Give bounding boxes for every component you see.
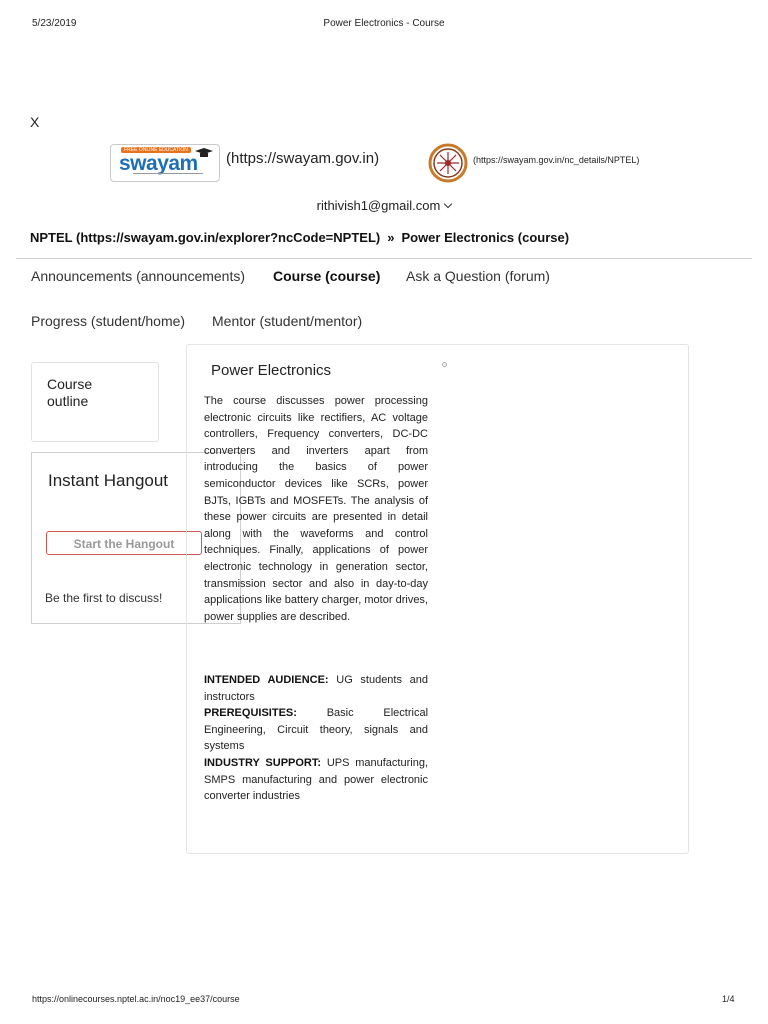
intended-audience [204, 672, 428, 705]
prerequisites-value: Basic Electrical Engineering, Circuit theory, signals and systems [204, 707, 429, 753]
tab-mentor[interactable]: Mentor (student/mentor) [212, 313, 363, 329]
print-date: 5/23/2019 [32, 18, 77, 29]
print-footer-url: https://onlinecourses.nptel.ac.in/noc19_ee37/course [32, 994, 240, 1004]
hangout-note: Be the first to discuss! [45, 591, 163, 605]
breadcrumb-current: Power Electronics (course) [401, 230, 570, 245]
print-page-number: 1/4 [722, 994, 735, 1004]
nptel-link[interactable]: (https://swayam.gov.in/nc_details/NPTEL) [473, 155, 640, 165]
breadcrumb-root[interactable]: NPTEL (https://swayam.gov.in/explorer?ncCode=NPTEL) [30, 230, 381, 245]
swayam-link[interactable]: (https://swayam.gov.in) [226, 150, 380, 167]
industry-support-label: INDUSTRY SUPPORT: [204, 756, 322, 769]
user-menu[interactable] [0, 198, 768, 213]
course-outline-label: Course outline [47, 376, 93, 409]
intended-audience-label: INTENDED AUDIENCE: [204, 674, 329, 686]
tab-progress[interactable]: Progress (student/home) [31, 313, 186, 329]
prerequisites-label: PREREQUISITES: [204, 707, 297, 720]
intended-audience-value: UG students and instructors [204, 674, 428, 703]
close-button[interactable]: X [30, 114, 40, 130]
industry-support [204, 755, 428, 805]
swayam-logo-tagline: FREE ONLINE EDUCATION [121, 147, 191, 153]
breadcrumb-separator: » [387, 230, 395, 245]
nptel-logo[interactable] [428, 143, 468, 183]
graduation-cap-icon [195, 148, 213, 158]
user-email: rithivish1@gmail.com [316, 198, 441, 213]
course-description [204, 393, 428, 625]
swayam-logo-word: swayam [119, 152, 198, 175]
course-description-text: The course discusses power processing electronic circuits like rectifiers, AC voltage controllers, Frequency converters, DC-DC converters and inverters apart from introducing the basics of power semiconductor devices like SCRs, power BJTs, IGBTs and MOSFETs. The analysis of these power circuits are presented in detail along with the waveforms and control techniques. Finally, applications of power electronic technology in generation sector, transmission sector and also in day-to-day applications like battery charger, motor drives, power supplies are described. [204, 395, 428, 623]
hangout-title: Instant Hangout [48, 471, 169, 490]
course-outline-card[interactable] [31, 362, 159, 442]
course-content-card [186, 344, 689, 854]
tab-course[interactable]: Course (course) [273, 268, 381, 284]
start-hangout-button[interactable]: Start the Hangout [46, 531, 202, 555]
swayam-logo-subline [133, 173, 203, 178]
chevron-down-icon [444, 200, 452, 208]
tab-forum[interactable]: Ask a Question (forum) [406, 268, 550, 284]
print-title: Power Electronics - Course [323, 18, 445, 29]
course-title: Power Electronics [211, 362, 332, 379]
tab-announcements[interactable]: Announcements (announcements) [31, 268, 246, 284]
bullet-dot-icon [442, 362, 447, 367]
breadcrumb [30, 230, 569, 245]
industry-support-value: UPS manufacturing, SMPS manufacturing and power electronic converter industries [204, 756, 428, 803]
swayam-logo[interactable] [110, 144, 220, 182]
divider [16, 258, 752, 259]
prerequisites [204, 705, 428, 755]
course-meta [204, 672, 428, 805]
